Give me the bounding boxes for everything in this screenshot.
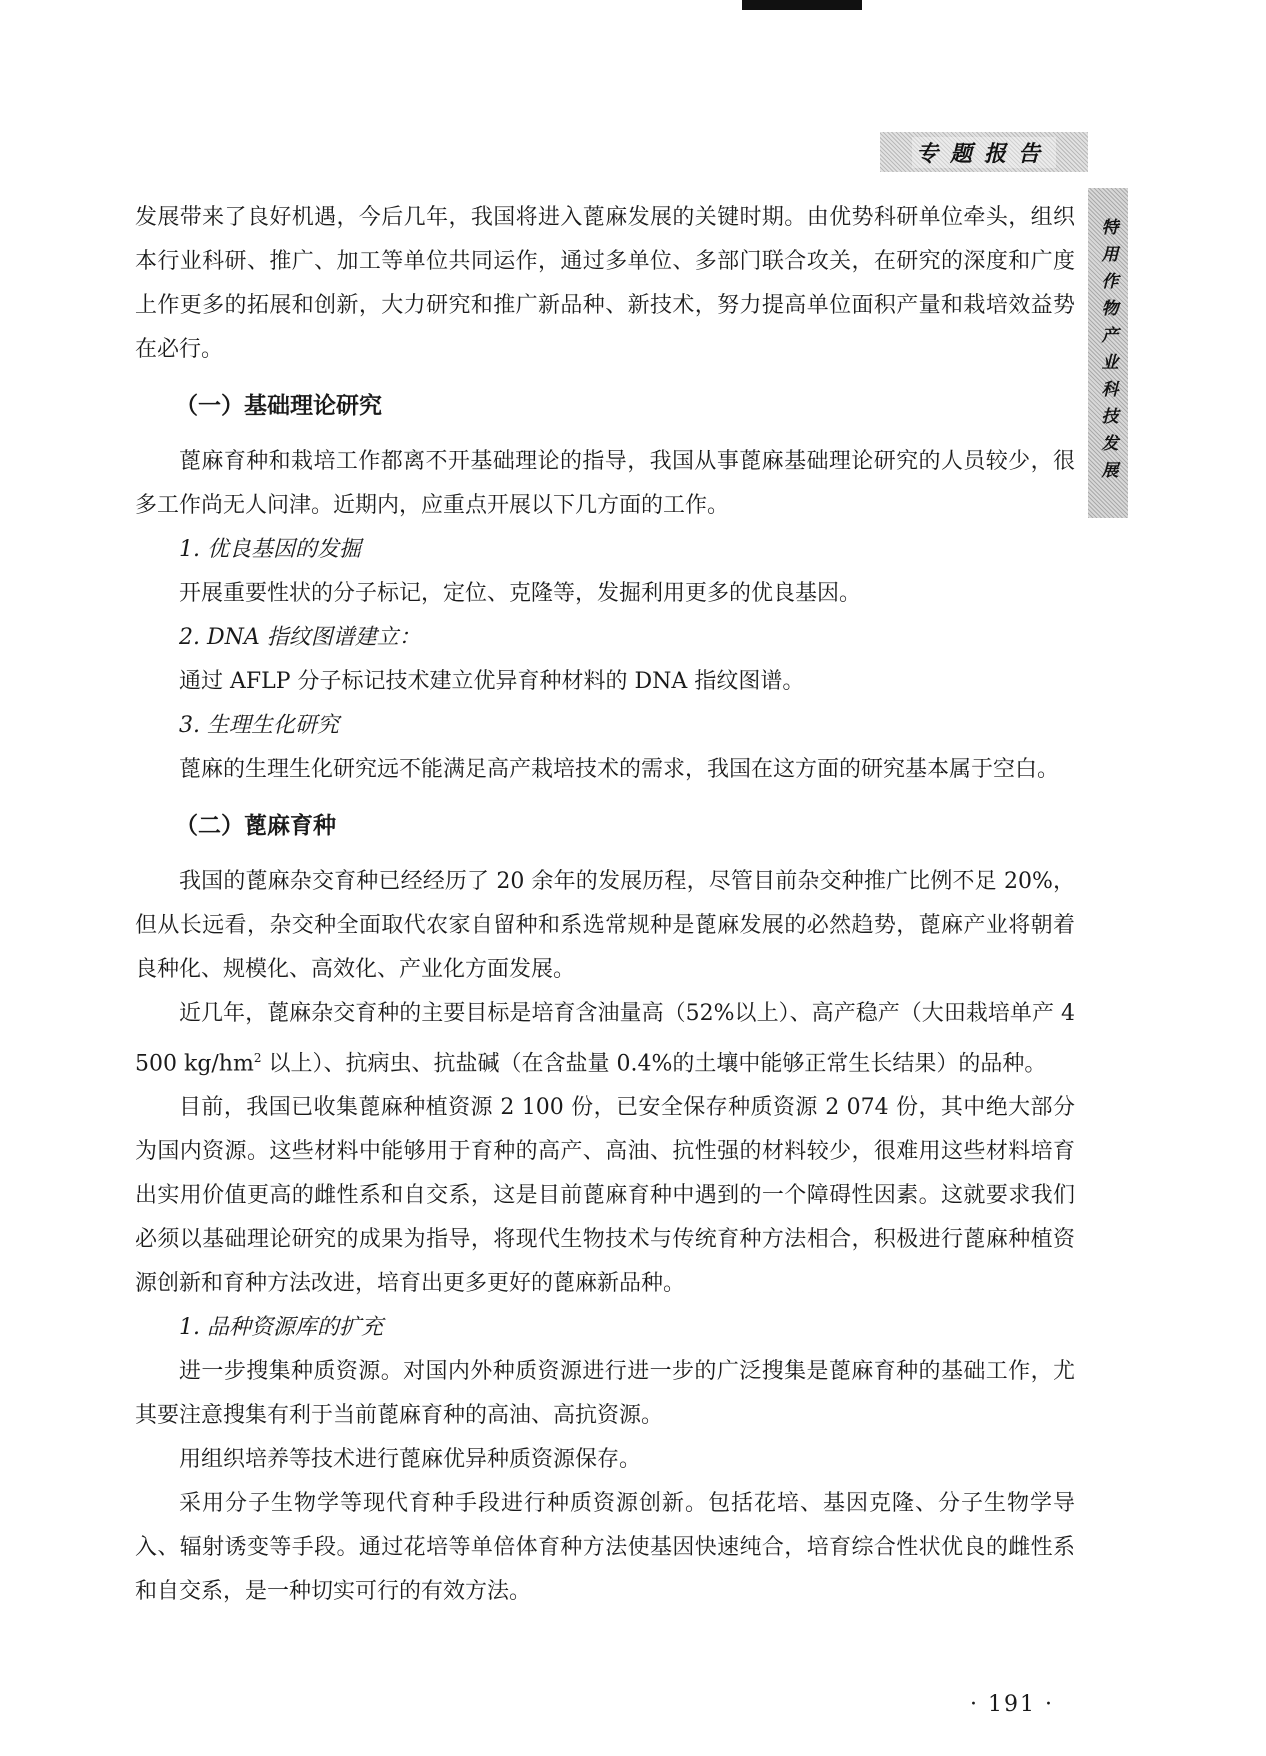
paragraph: 我国的蓖麻杂交育种已经经历了 20 余年的发展历程，尽管目前杂交种推广比例不足 20%，但从长远看，杂交种全面取代农家自留种和系选常规种是蓖麻发展的必然趋势，蓖麻产业将朝着良种化、规模化、高效化、产业化方面发展。	[135, 869, 1075, 982]
top-edge-mark	[742, 0, 862, 10]
subheading: 1. 品种资源库的扩充	[179, 1315, 383, 1341]
subheading: 1. 优良基因的发掘	[179, 537, 361, 562]
side-thumb-tab	[1088, 188, 1128, 518]
paragraph: 进一步搜集种质资源。对国内外种质资源进行进一步的广泛搜集是蓖麻育种的基础工作，尤其要注意搜集有利于当前蓖麻育种的高油、高抗资源。	[135, 1359, 1075, 1429]
paragraph: 通过 AFLP 分子标记技术建立优异育种材料的 DNA 指纹图谱。	[179, 669, 805, 694]
paragraph-text: 以上）、抗病虫、抗盐碱（在含盐量 0.4%的土壤中能够正常生长结果）的品种。	[261, 1051, 1047, 1077]
subheading: 2. DNA 指纹图谱建立：	[179, 625, 421, 650]
paragraph: 采用分子生物学等现代育种手段进行种质资源创新。包括花培、基因克隆、分子生物学导入、辐射诱变等手段。通过花培等单倍体育种方法使基因快速纯合，培育综合性状优良的雌性系和自交系，是一种切实可行的有效方法。	[135, 1491, 1075, 1605]
section-heading: （一）基础理论研究	[175, 393, 382, 419]
paragraph-text: 近几年，蓖麻杂交育种的主要目标是培育含油量高（52%以上）、高产稳产（大田栽培单产 4 500 kg/hm	[135, 1001, 1075, 1077]
page-body	[135, 196, 1075, 1614]
subheading: 3. 生理生化研究	[179, 713, 339, 738]
side-tab-text: 特用作物产业科技发展	[1097, 218, 1118, 488]
page-number: · 191 ·	[970, 1692, 1054, 1717]
paragraph	[135, 992, 1075, 1086]
paragraph: 蓖麻的生理生化研究远不能满足高产栽培技术的需求，我国在这方面的研究基本属于空白。	[179, 757, 1060, 782]
paragraph: 蓖麻育种和栽培工作都离不开基础理论的指导，我国从事蓖麻基础理论研究的人员较少，很多工作尚无人问津。近期内，应重点开展以下几方面的工作。	[135, 449, 1075, 518]
section-heading: （二）蓖麻育种	[175, 813, 336, 839]
section-header-text: 专题报告	[912, 137, 1056, 168]
section-header-banner	[880, 132, 1088, 172]
superscript: 2	[253, 1051, 262, 1065]
paragraph: 发展带来了良好机遇，今后几年，我国将进入蓖麻发展的关键时期。由优势科研单位牵头，组织本行业科研、推广、加工等单位共同运作，通过多单位、多部门联合攻关，在研究的深度和广度上作更多的拓展和创新，大力研究和推广新品种、新技术，努力提高单位面积产量和栽培效益势在必行。	[135, 205, 1075, 362]
paragraph: 用组织培养等技术进行蓖麻优异种质资源保存。	[179, 1447, 642, 1473]
paragraph: 开展重要性状的分子标记，定位、克隆等，发掘利用更多的优良基因。	[179, 581, 862, 606]
paragraph: 目前，我国已收集蓖麻种植资源 2 100 份，已安全保存种质资源 2 074 份，其中绝大部分为国内资源。这些材料中能够用于育种的高产、高油、抗性强的材料较少，很难用这些材料培育出实用价值更高的雌性系和自交系，这是目前蓖麻育种中遇到的一个障碍性因素。这就要求我们必须以基础理论研究的成果为指导，将现代生物技术与传统育种方法相合，积极进行蓖麻种植资源创新和育种方法改进，培育出更多更好的蓖麻新品种。	[135, 1095, 1075, 1297]
